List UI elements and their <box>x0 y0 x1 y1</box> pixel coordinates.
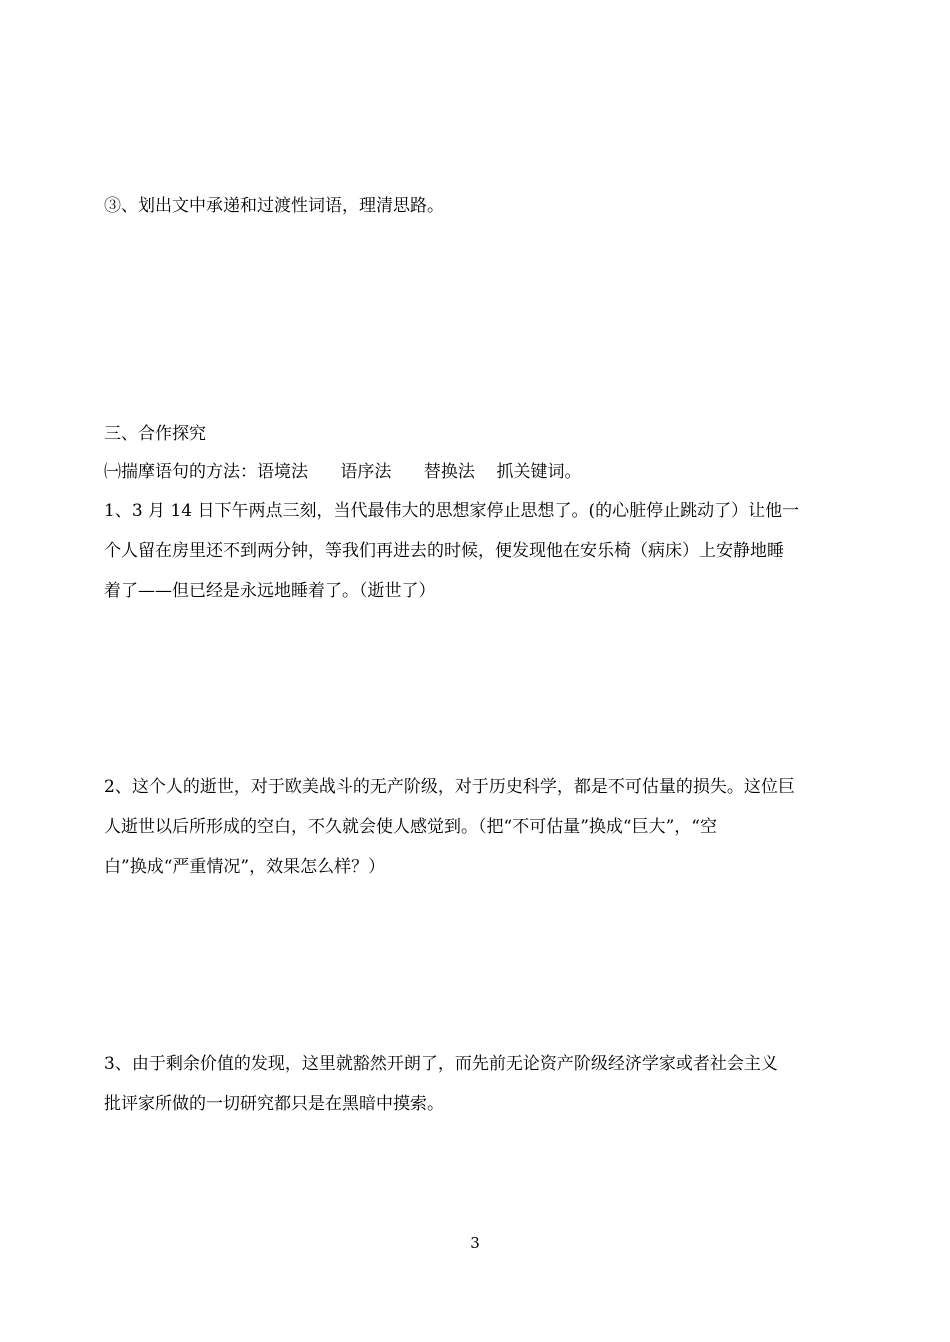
item-1-line-2: 个人留在房里还不到两分钟，等我们再进去的时候，便发现他在安乐椅（病床）上安静地睡 <box>104 541 784 561</box>
item-3-line-2: 批评家所做的一切研究都只是在黑暗中摸索。 <box>104 1094 444 1114</box>
item-2-line-1: 2、这个人的逝世，对于欧美战斗的无产阶级，对于历史科学，都是不可估量的损失。这位巨 <box>104 777 795 797</box>
item-1-line-1: 1、3 月 14 日下午两点三刻，当代最伟大的思想家停止思想了。(的心脏停止跳动了）让他一 <box>104 501 800 521</box>
item-2-line-3: 白”换成“严重情况”，效果怎么样？） <box>104 857 386 877</box>
methods-line: ㈠揣摩语句的方法：语境法 语序法 替换法 抓关键词。 <box>104 462 582 482</box>
item-1-line-3: 着了——但已经是永远地睡着了。（逝世了） <box>104 581 436 601</box>
item-3-line-1: 3、由于剩余价值的发现，这里就豁然开朗了，而先前无论资产阶级经济学家或者社会主义 <box>104 1054 778 1074</box>
section-title: 三、合作探究 <box>104 424 206 444</box>
question-3-instruction: ③、划出文中承递和过渡性词语，理清思路。 <box>104 196 444 216</box>
item-2-line-2: 人逝世以后所形成的空白，不久就会使人感觉到。（把“不可估量”换成“巨大”，“空 <box>104 817 717 837</box>
page-number: 3 <box>470 1234 480 1252</box>
